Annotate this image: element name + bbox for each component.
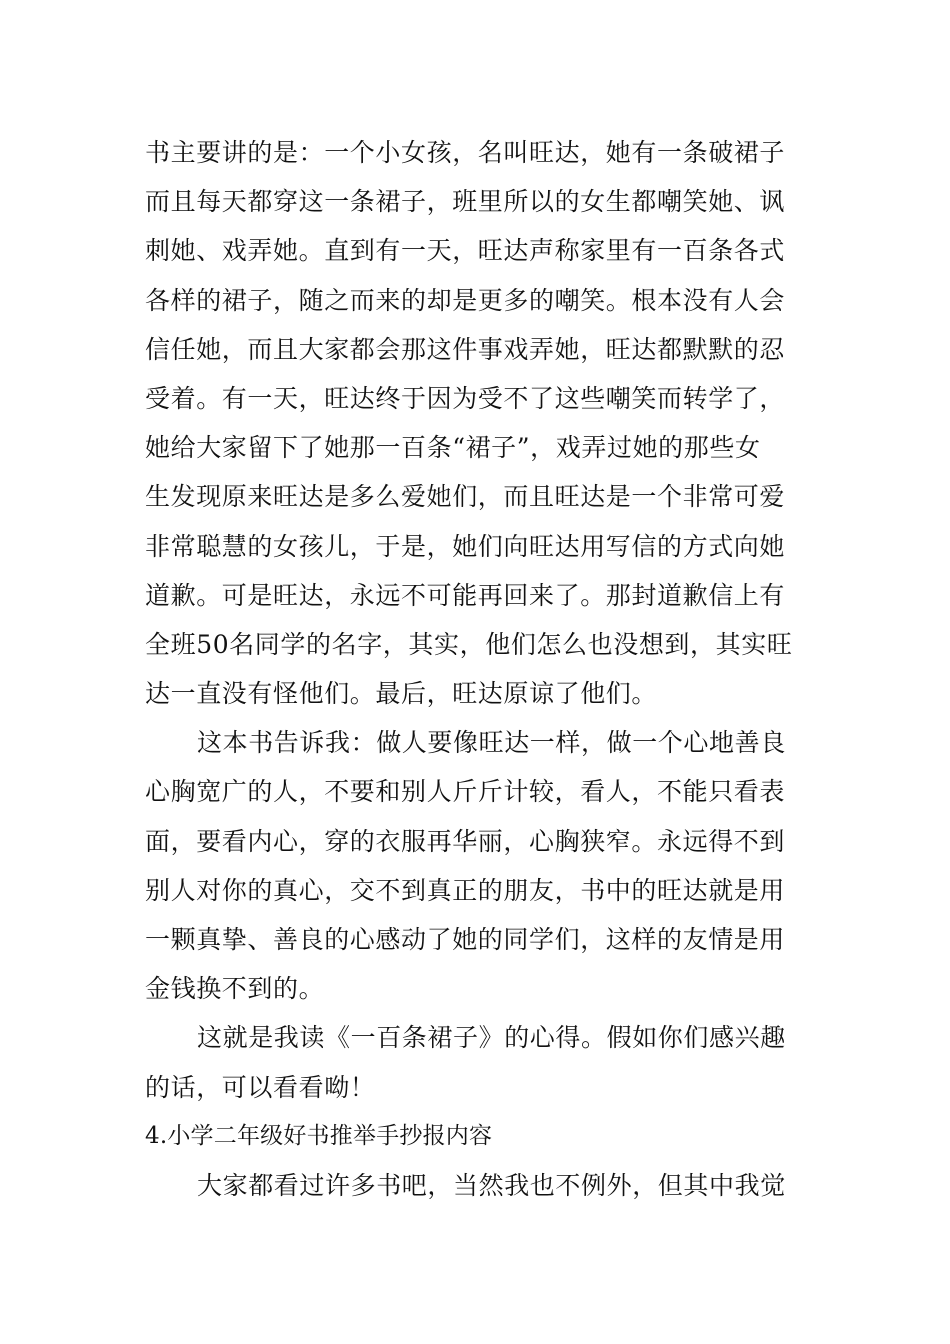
paragraph-conclusion: [145, 1013, 810, 1111]
document-body: [145, 128, 810, 1210]
text-line: 受着。有一天，旺达终于因为受不了这些嘲笑而转学了，: [145, 383, 786, 413]
paragraph-lesson: [145, 718, 810, 1013]
text-line: 信任她，而且大家都会那这件事戏弄她，旺达都默默的忍: [145, 334, 786, 364]
text-line: 心胸宽广的人，不要和别人斤斤计较，看人，不能只看表: [145, 777, 786, 807]
text-line: 全班50名同学的名字，其实，他们怎么也没想到，其实旺: [145, 629, 793, 659]
text-line: 书主要讲的是：一个小女孩，名叫旺达，她有一条破裙子: [145, 138, 786, 167]
text-line: 面，要看内心，穿的衣服再华丽，心胸狭窄。永远得不到: [145, 826, 786, 856]
text-line: 而且每天都穿这一条裙子，班里所以的女生都嘲笑她、讽: [145, 187, 786, 217]
text-line: 刺她、戏弄她。直到有一天，旺达声称家里有一百条各式: [145, 236, 786, 266]
paragraph-story-summary: [145, 128, 810, 718]
text-line: 她给大家留下了她那一百条“裙子”，戏弄过她的那些女: [145, 433, 761, 463]
text-line: 各样的裙子，随之而来的却是更多的嘲笑。根本没有人会: [145, 285, 786, 315]
paragraph-next-section: [145, 1161, 810, 1210]
text-line: 道歉。可是旺达，永远不可能再回来了。那封道歉信上有: [145, 580, 786, 610]
section-heading: 4.小学二年级好书推举手抄报内容: [145, 1122, 493, 1149]
text-line: 别人对你的真心，交不到真正的朋友，书中的旺达就是用: [145, 875, 786, 905]
text-line: 非常聪慧的女孩儿，于是，她们向旺达用写信的方式向她: [145, 531, 786, 561]
text-line: 生发现原来旺达是多么爱她们，而且旺达是一个非常可爱: [145, 482, 786, 512]
text-line: 这就是我读《一百条裙子》的心得。假如你们感兴趣: [197, 1023, 786, 1053]
text-line: 金钱换不到的。: [145, 974, 325, 1004]
text-line: 达一直没有怪他们。最后，旺达原谅了他们。: [145, 679, 658, 709]
text-line: 这本书告诉我：做人要像旺达一样，做一个心地善良: [197, 728, 786, 758]
text-line: 一颗真挚、善良的心感动了她的同学们，这样的友情是用: [145, 925, 786, 954]
text-line: 的话，可以看看呦！: [145, 1072, 376, 1102]
text-line: 大家都看过许多书吧，当然我也不例外，但其中我觉: [197, 1170, 786, 1200]
